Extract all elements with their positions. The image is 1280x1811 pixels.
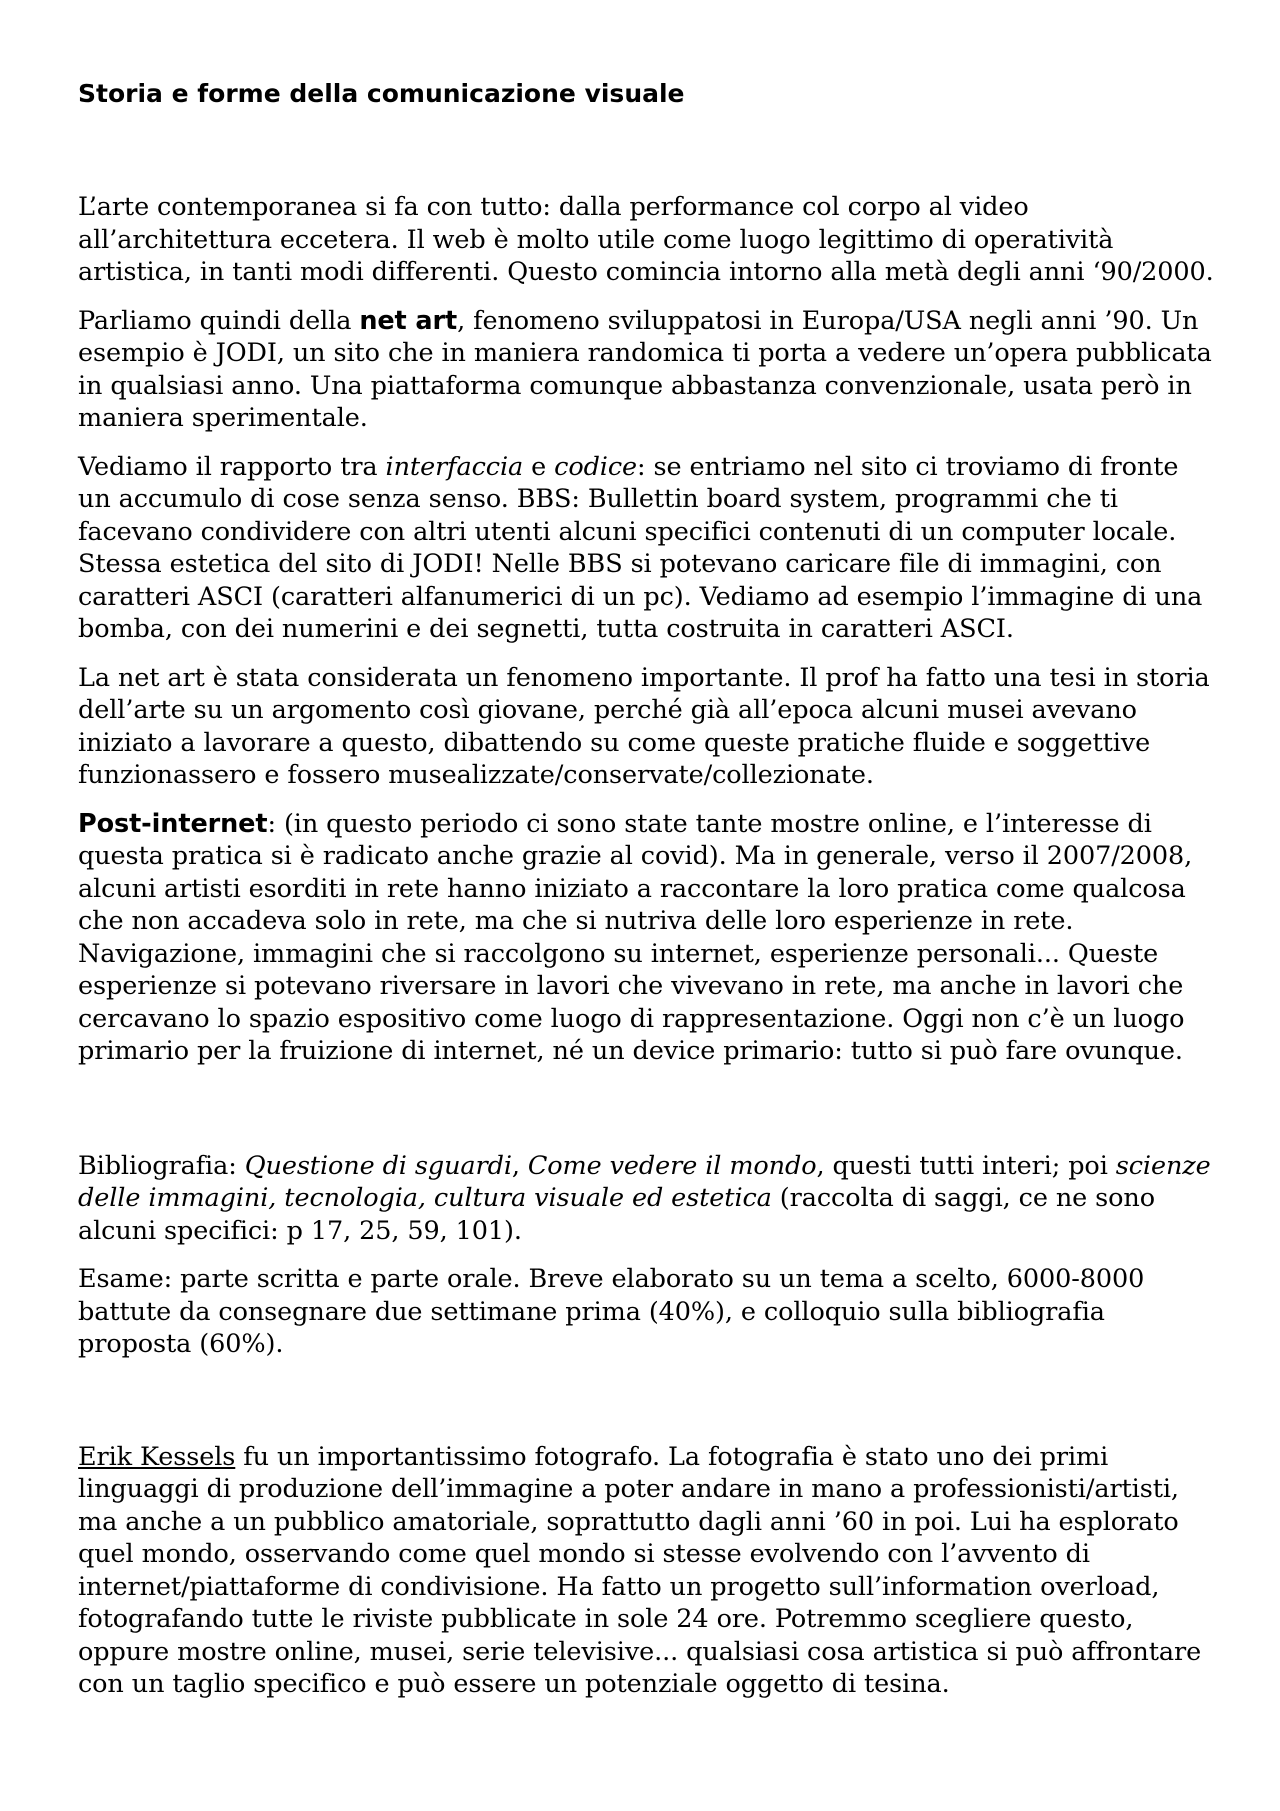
book-questione-di-sguardi: Questione di sguardi [244,1150,512,1181]
paragraph-exam: Esame: parte scritta e parte orale. Breve elaborato su un tema a scelto, 6000-8000 battute da consegnare due settimane prima (40%), e colloquio sulla bibliografia proposta (60%). [78,1264,1145,1359]
term-post-internet: Post-internet [78,808,268,839]
paragraph-interface-code: Vediamo il rapporto tra interfaccia e codice: se entriamo nel sito ci troviamo di fronte un accumulo di cose senza senso. BBS: Bullettin board system, programmi che ti facevano condividere con altri utenti alcuni specifici contenuti di un computer locale. Stessa estetica del sito di JODI! Nelle BBS si potevano caricare file di immagini, con caratteri ASCI (caratteri alfanumerici di un pc). Vediamo ad esempio l’immagine di una bomba, con dei numerini e dei segnetti, tutta costruita in caratteri ASCI. [78,451,1203,644]
term-codice: codice [554,451,638,482]
book-scienze-delle-immagini: scienze delle immagini, tecnologia, cultura visuale ed estetica [78,1150,1211,1213]
link-erik-kessels[interactable]: Erik Kessels [78,1441,236,1472]
paragraph-net-art-importance: La net art è stata considerata un fenomeno importante. Il prof ha fatto una tesi in storia dell’arte su un argomento così giovane, perché già all’epoca alcuni musei avevano iniziato a lavorare a questo, dibattendo su come queste pratiche fluide e soggettive funzionassero e fossero musealizzate/conservate/collezionate. [78,662,1210,790]
paragraph-intro: L’arte contemporanea si fa con tutto: dalla performance col corpo al video all’architettura eccetera. Il web è molto utile come luogo legittimo di operatività artistica, in tanti modi differenti. Questo comincia intorno alla metà degli anni ‘90/2000. [78,192,1214,287]
paragraph-erik-kessels: Erik Kessels fu un importantissimo fotografo. La fotografia è stato uno dei primi linguaggi di produzione dell’immagine a poter andare in mano a professionisti/artisti, ma anche a un pubblico amatoriale, soprattutto dagli anni ’60 in poi. Lui ha esplorato quel mondo, osservando come quel mondo si stesse evolvendo con l’avvento di internet/piattaforme di condivisione. Ha fatto un progetto sull’information overload, fotografando tutte le riviste pubblicate in sole 24 ore. Potremmo scegliere questo, oppure mostre online, musei, serie televisive... qualsiasi cosa artistica si può affrontare con un taglio specifico e può essere un potenziale oggetto di tesina. [78,1441,1202,1699]
document-content [78,78,1218,1701]
paragraph-bibliography: Bibliografia: Questione di sguardi, Come vedere il mondo, questi tutti interi; poi scienze delle immagini, tecnologia, cultura visuale ed estetica (raccolta di saggi, ce ne sono alcuni specifici: p 17, 25, 59, 101). [78,1150,1211,1246]
term-net-art: net art [359,305,458,336]
document-title: Storia e forme della comunicazione visuale [78,79,685,108]
paragraph-post-internet: Post-internet: (in questo periodo ci sono state tante mostre online, e l’interesse di questa pratica si è radicato anche grazie al covid). Ma in generale, verso il 2007/2008, alcuni artisti esorditi in rete hanno iniziato a raccontare la loro pratica come qualcosa che non accadeva solo in rete, ma che si nutriva delle loro esperienze in rete. Navigazione, immagini che si raccolgono su internet, esperienze personali... Queste esperienze si potevano riversare in lavori che vivevano in rete, ma anche in lavori che cercavano lo spazio espositivo come luogo di rappresentazione. Oggi non c’è un luogo primario per la fruizione di internet, né un device primario: tutto si può fare ovunque. [78,808,1193,1066]
term-interfaccia: interfaccia [385,451,524,482]
book-come-vedere-il-mondo: Come vedere il mondo [527,1150,817,1181]
paragraph-net-art: Parliamo quindi della net art, fenomeno sviluppatosi in Europa/USA negli anni ’90. Un esempio è JODI, un sito che in maniera randomica ti porta a vedere un’opera pubblicata in qualsiasi anno. Una piattaforma comunque abbastanza convenzionale, usata però in maniera sperimentale. [78,305,1212,433]
